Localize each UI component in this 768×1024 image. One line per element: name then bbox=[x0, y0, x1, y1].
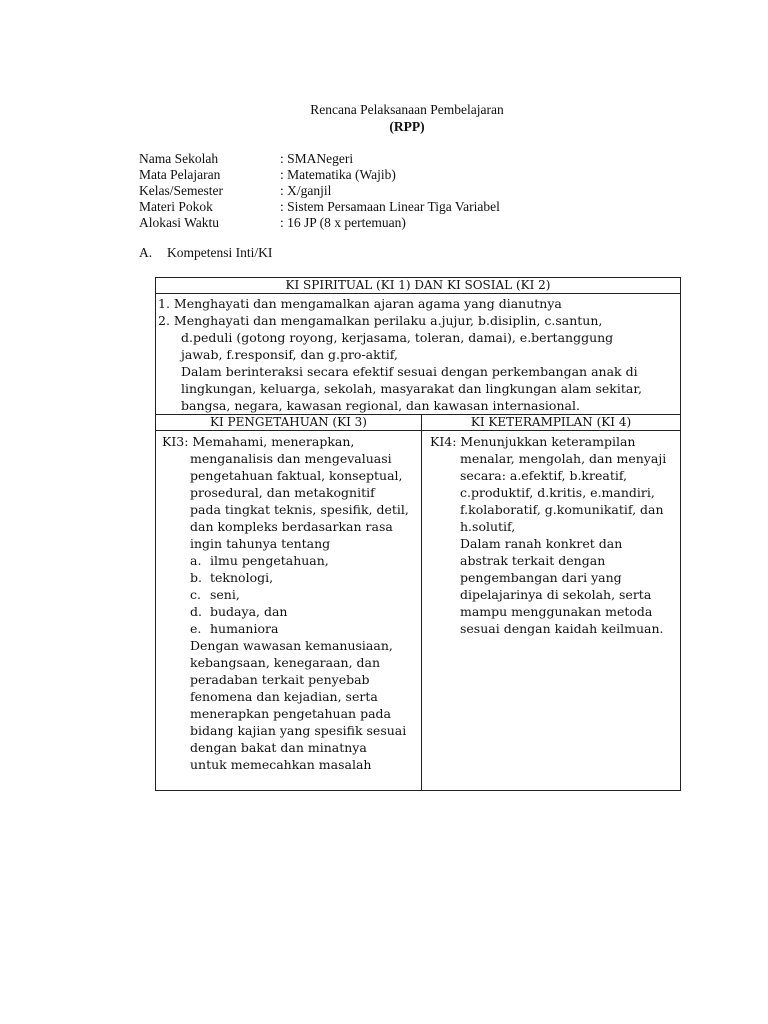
ki3-line: Dengan wawasan kemanusiaan, bbox=[190, 638, 393, 653]
spiritual-line: Dalam berinteraksi secara efektif sesuai dengan perkembangan anak di bbox=[181, 364, 638, 379]
ki4-line: pengembangan dari yang bbox=[460, 570, 622, 585]
list-letter: b. bbox=[190, 570, 202, 585]
document-subtitle: (RPP) bbox=[389, 119, 425, 134]
identity-row bbox=[139, 167, 500, 183]
ki4-line: menalar, mengolah, dan menyaji bbox=[460, 451, 667, 466]
document-title: Rencana Pelaksanaan Pembelajaran bbox=[310, 102, 504, 117]
list-letter: e. bbox=[190, 621, 202, 636]
identity-value: : 16 JP (8 x pertemuan) bbox=[280, 215, 406, 230]
ki4-cell bbox=[422, 431, 681, 791]
identity-value: : Matematika (Wajib) bbox=[280, 167, 396, 182]
list-text: budaya, dan bbox=[210, 604, 288, 619]
competency-table bbox=[155, 277, 681, 791]
spiritual-line: 1. Menghayati dan mengamalkan ajaran agama yang dianutnya bbox=[158, 296, 562, 311]
identity-row bbox=[139, 215, 500, 231]
ki3-line: bidang kajian yang spesifik sesuai bbox=[190, 723, 407, 738]
spiritual-line: 2. Menghayati dan mengamalkan perilaku a.jujur, b.disiplin, c.santun, bbox=[158, 313, 603, 328]
identity-row bbox=[139, 199, 500, 215]
ki4-line: Dalam ranah konkret dan bbox=[460, 536, 623, 551]
ki3-line: pengetahuan faktual, konseptual, bbox=[190, 468, 403, 483]
identity-row bbox=[139, 183, 500, 199]
ki3-line: peradaban terkait penyebab bbox=[190, 672, 370, 687]
identity-label: Materi Pokok bbox=[139, 199, 213, 214]
ki3-line: pada tingkat teknis, spesifik, detil, bbox=[190, 502, 409, 517]
identity-value: : SMANegeri bbox=[280, 151, 354, 166]
ki3-header: KI PENGETAHUAN (KI 3) bbox=[156, 415, 422, 431]
spiritual-line: d.peduli (gotong royong, kerjasama, toleran, damai), e.bertanggung bbox=[181, 330, 614, 345]
spiritual-line: bangsa, negara, kawasan regional, dan kawasan internasional. bbox=[181, 398, 580, 413]
list-text: teknologi, bbox=[210, 570, 274, 585]
ki3-list-item bbox=[162, 603, 419, 620]
ki4-line: c.produktif, d.kritis, e.mandiri, bbox=[460, 485, 655, 500]
list-text: humaniora bbox=[210, 621, 279, 636]
ki3-line: menganalisis dan mengevaluasi bbox=[190, 451, 392, 466]
ki3-list-item bbox=[162, 552, 419, 569]
ki3-line: kebangsaan, kenegaraan, dan bbox=[190, 655, 381, 670]
ki4-header: KI KETERAMPILAN (KI 4) bbox=[422, 415, 681, 431]
spiritual-line: lingkungan, keluarga, sekolah, masyarakat dan lingkungan alam sekitar, bbox=[181, 381, 642, 396]
spiritual-cell bbox=[156, 294, 681, 415]
list-letter: c. bbox=[190, 587, 201, 602]
identity-label: Nama Sekolah bbox=[139, 151, 219, 166]
section-heading bbox=[139, 245, 272, 261]
identity-label: Alokasi Waktu bbox=[139, 215, 220, 230]
ki3-line: fenomena dan kejadian, serta bbox=[190, 689, 378, 704]
ki3-line: untuk memecahkan masalah bbox=[190, 757, 372, 772]
ki3-cell bbox=[156, 431, 422, 791]
identity-value: : X/ganjil bbox=[280, 183, 332, 198]
ki4-line: sesuai dengan kaidah keilmuan. bbox=[460, 621, 664, 636]
ki3-line: KI3: Memahami, menerapkan, bbox=[162, 434, 355, 449]
spiritual-header: KI SPIRITUAL (KI 1) DAN KI SOSIAL (KI 2) bbox=[156, 278, 681, 294]
ki3-list-item bbox=[162, 569, 419, 586]
list-letter: a. bbox=[190, 553, 202, 568]
identity-row bbox=[139, 151, 500, 167]
ki3-line: dengan bakat dan minatnya bbox=[190, 740, 367, 755]
identity-block bbox=[139, 151, 500, 231]
ki3-line: ingin tahunya tentang bbox=[190, 536, 331, 551]
identity-value: : Sistem Persamaan Linear Tiga Variabel bbox=[280, 199, 500, 214]
spiritual-line: jawab, f.responsif, dan g.pro-aktif, bbox=[181, 347, 398, 362]
ki4-line: mampu menggunakan metoda bbox=[460, 604, 653, 619]
identity-label: Mata Pelajaran bbox=[139, 167, 221, 182]
list-text: ilmu pengetahuan, bbox=[210, 553, 329, 568]
ki4-line: abstrak terkait dengan bbox=[460, 553, 606, 568]
ki3-line: dan kompleks berdasarkan rasa bbox=[190, 519, 393, 534]
ki3-line: menerapkan pengetahuan pada bbox=[190, 706, 391, 721]
ki4-line: h.solutif, bbox=[460, 519, 516, 534]
ki4-line: KI4: Menunjukkan keterampilan bbox=[430, 434, 636, 449]
section-letter: A. bbox=[139, 245, 153, 260]
identity-label: Kelas/Semester bbox=[139, 183, 223, 198]
ki3-list-item bbox=[162, 586, 419, 603]
ki3-list-item bbox=[162, 620, 419, 637]
section-title: Kompetensi Inti/KI bbox=[167, 245, 273, 260]
ki4-line: f.kolaboratif, g.komunikatif, dan bbox=[460, 502, 664, 517]
list-text: seni, bbox=[210, 587, 240, 602]
ki3-line: prosedural, dan metakognitif bbox=[190, 485, 375, 500]
ki4-line: secara: a.efektif, b.kreatif, bbox=[460, 468, 627, 483]
list-letter: d. bbox=[190, 604, 202, 619]
ki4-line: dipelajarinya di sekolah, serta bbox=[460, 587, 652, 602]
